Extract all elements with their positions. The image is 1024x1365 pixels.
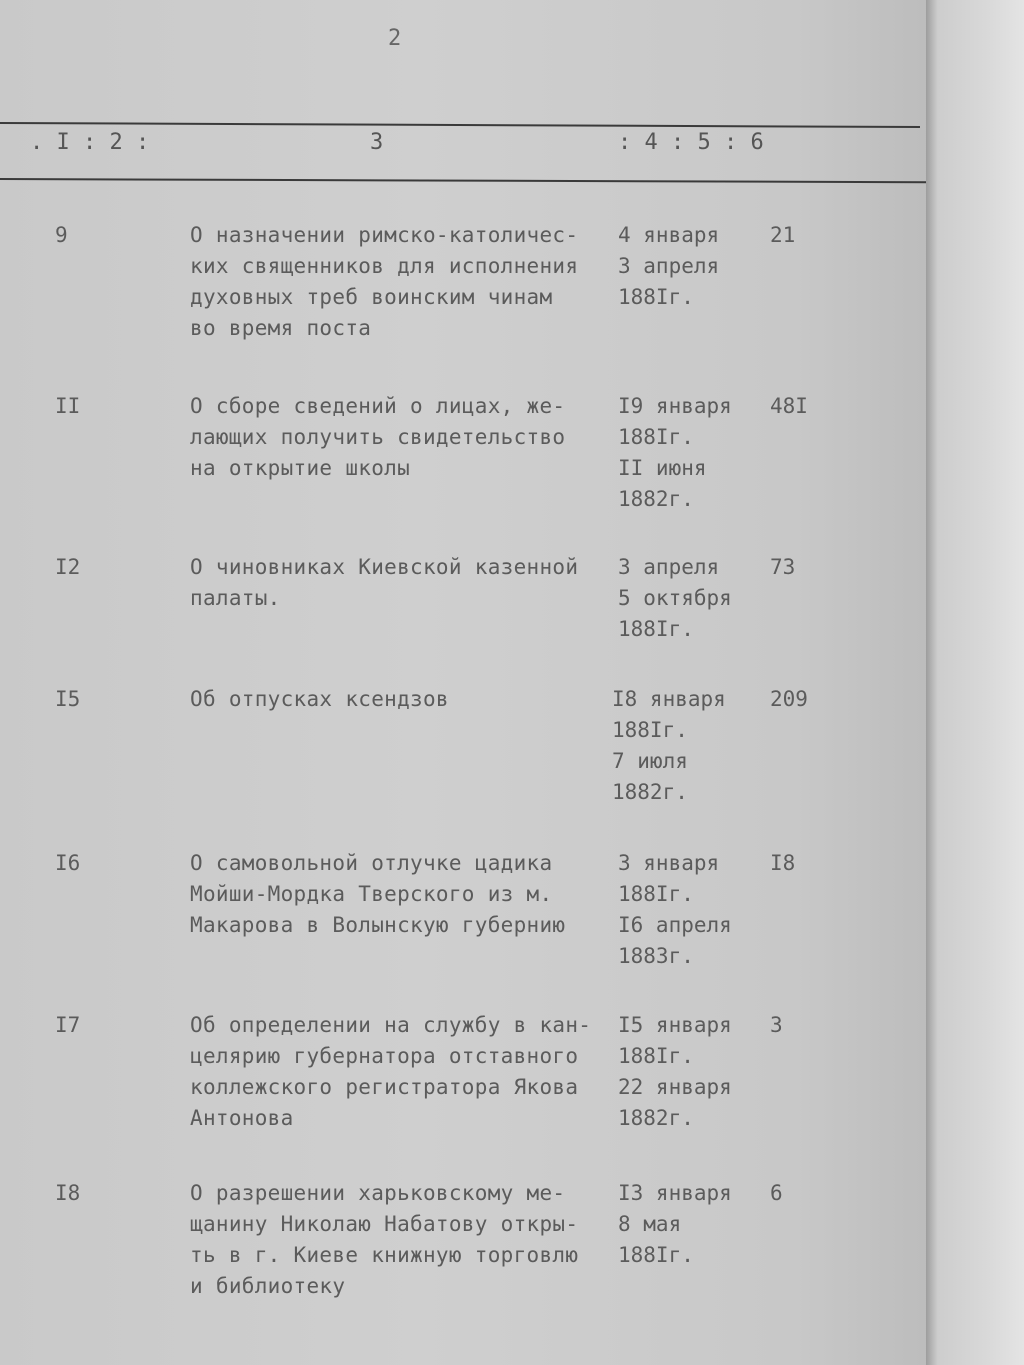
sheet-count: 21	[770, 223, 796, 247]
case-title: О назначении римско-католичес- ких священников для исполнения духовных треб воинским чинам во время поста	[190, 223, 579, 340]
case-dates: 3 апреля 5 октября 188Iг.	[618, 555, 732, 641]
sheet-count: 6	[770, 1181, 783, 1205]
column-header-1-2: . I : 2 :	[30, 130, 150, 155]
case-number: 9	[55, 223, 68, 247]
sheet-count: 3	[770, 1013, 783, 1037]
case-number: I2	[55, 555, 81, 579]
sheet-count: I8	[770, 851, 796, 875]
case-dates: I8 января 188Iг. 7 июля 1882г.	[612, 687, 726, 804]
page-number: 2	[388, 26, 402, 51]
header-bottom-rule	[0, 178, 930, 183]
case-number: I5	[55, 687, 81, 711]
case-number: I8	[55, 1181, 81, 1205]
sheet-count: 48I	[770, 394, 808, 418]
case-title: О самовольной отлучке цадика Мойши-Мордка Тверского из м. Макарова в Волынскую губернию	[190, 851, 566, 937]
page-edge-strip	[926, 0, 1024, 1365]
case-dates: I9 января 188Iг. II июня 1882г.	[618, 394, 732, 511]
case-number: I6	[55, 851, 81, 875]
case-title: Об определении на службу в кан- целярию губернатора отставного коллежского регистратора Якова Антонова	[190, 1013, 592, 1130]
case-title: О чиновниках Киевской казенной палаты.	[190, 555, 579, 610]
case-title: О сборе сведений о лицах, же- лающих получить свидетельство на открытие школы	[190, 394, 566, 480]
case-title: Об отпусках ксендзов	[190, 687, 449, 711]
case-number: II	[55, 394, 81, 418]
case-dates: 3 января 188Iг. I6 апреля 1883г.	[618, 851, 732, 968]
case-dates: 4 января 3 апреля 188Iг.	[618, 223, 720, 309]
case-dates: I5 января 188Iг. 22 января 1882г.	[618, 1013, 732, 1130]
column-header-4-5-6: : 4 : 5 : 6	[618, 130, 764, 155]
case-title: О разрешении харьковскому ме- щанину Николаю Набатову откры- ть в г. Киеве книжную торговлю и библиотеку	[190, 1181, 579, 1298]
case-dates: I3 января 8 мая 188Iг.	[618, 1181, 732, 1267]
column-header-3: 3	[370, 130, 384, 155]
header-top-rule	[0, 122, 920, 128]
sheet-count: 73	[770, 555, 796, 579]
sheet-count: 209	[770, 687, 808, 711]
case-number: I7	[55, 1013, 81, 1037]
